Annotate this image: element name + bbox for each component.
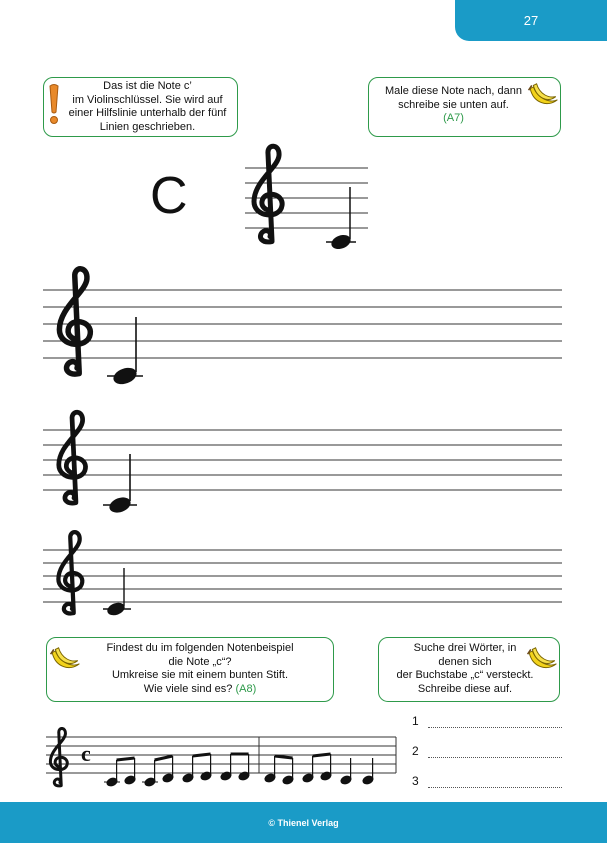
page-number: 27	[523, 13, 539, 28]
footer-bar	[0, 802, 607, 843]
note-beam	[117, 758, 135, 760]
page-number-tab	[455, 0, 607, 41]
banana-icon	[526, 644, 558, 674]
info-line-3: einer Hilfslinie unterhalb der fünf	[68, 107, 227, 119]
answer-line-1[interactable]	[412, 714, 562, 730]
task-words-line-2: denen sich	[438, 655, 492, 668]
task-a8-question: Wie viele sind es?	[143, 682, 233, 695]
answer-number: 2	[412, 744, 419, 758]
task-a8-code: (A8)	[235, 682, 257, 695]
task-a7-line-1: Male diese Note nach, dann	[385, 85, 522, 97]
task-a7-code: (A7)	[443, 112, 464, 124]
treble-clef-icon	[58, 532, 82, 613]
answer-line-2[interactable]	[412, 744, 562, 760]
practice-staff-2[interactable]	[43, 402, 563, 517]
task-a8-box	[46, 637, 334, 702]
note-beam	[275, 756, 293, 758]
task-a8-line-3: Umkreise sie mit einem bunten Stift.	[111, 669, 289, 681]
treble-clef-icon	[59, 412, 86, 503]
task-a8-line-2: die Note „c“?	[168, 655, 232, 668]
time-signature: c	[81, 741, 91, 766]
banana-icon	[49, 644, 81, 674]
note-beam	[313, 754, 331, 756]
task-a7-box	[368, 77, 561, 137]
answer-number: 3	[412, 774, 419, 788]
exclamation-icon	[47, 84, 61, 126]
answer-number: 1	[412, 714, 419, 728]
note-beam	[155, 756, 173, 760]
task-words-line-1: Suche drei Wörter, in	[413, 642, 517, 654]
info-line-1: Das ist die Note c’	[103, 80, 192, 92]
publisher-credit: © Thienel Verlag	[268, 817, 339, 828]
task-words-box	[378, 637, 560, 702]
answer-line-3[interactable]	[412, 774, 562, 790]
task-a8-line-1: Findest du im folgenden Notenbeispiel	[106, 642, 294, 654]
info-box	[43, 77, 238, 137]
melody-staff	[40, 725, 400, 795]
note-beam	[193, 754, 211, 756]
task-a7-line-2: schreibe sie unten auf.	[398, 98, 509, 111]
example-staff	[240, 135, 370, 255]
banana-icon	[527, 80, 559, 110]
task-words-line-3: der Buchstabe „c“ versteckt.	[396, 669, 534, 681]
task-words-line-4: Schreibe diese auf.	[417, 682, 513, 695]
practice-staff-3[interactable]	[43, 525, 563, 625]
info-line-2: im Violinschlüssel. Sie wird auf	[72, 93, 223, 106]
task-a8-line-4	[67, 683, 333, 697]
info-line-4: Linien geschrieben.	[99, 120, 196, 133]
note-letter: C	[150, 167, 188, 225]
practice-staff-1[interactable]	[43, 255, 563, 390]
